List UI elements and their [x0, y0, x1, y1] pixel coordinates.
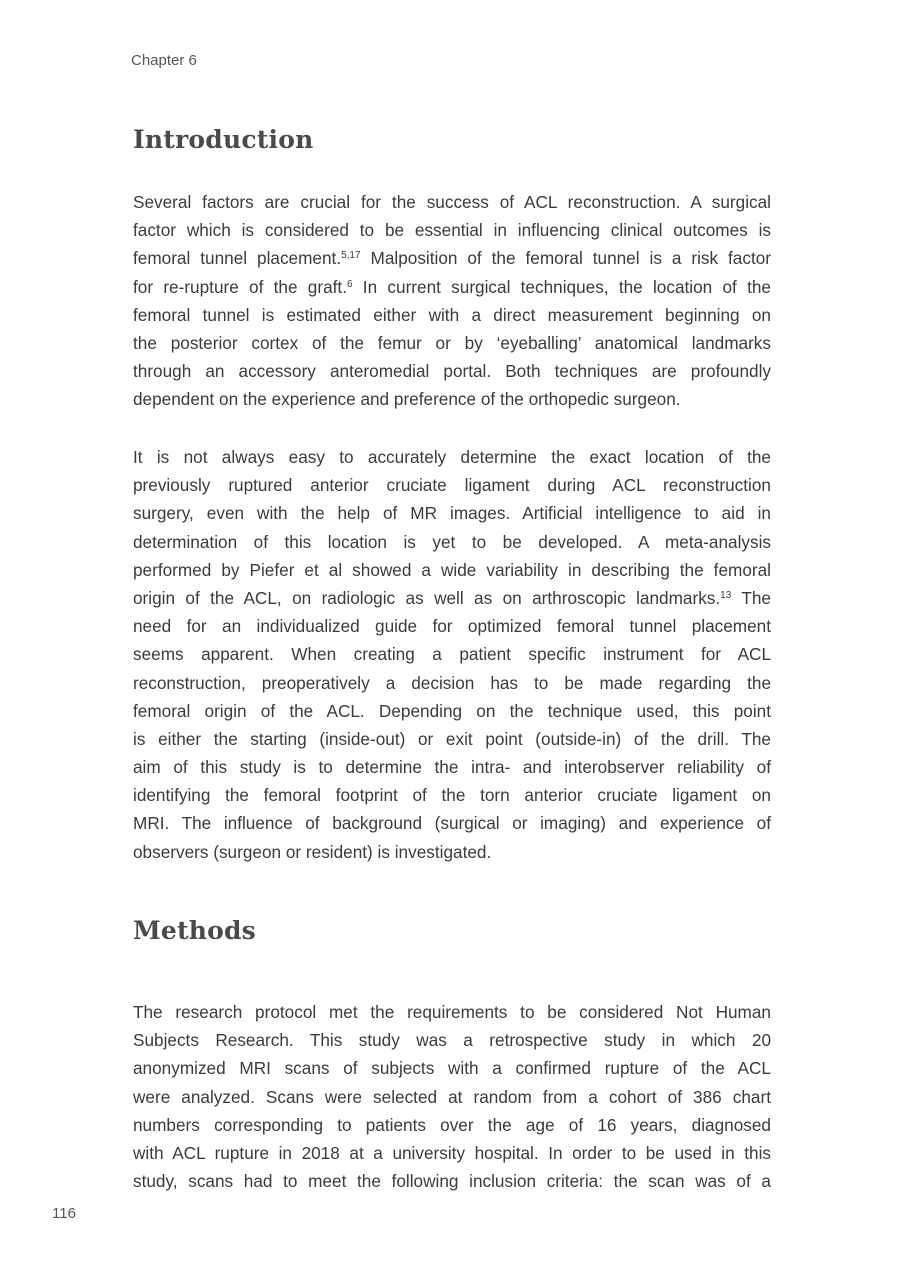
text-run: Several factors are crucial for the success of ACL reconstruction. A surgical: [133, 192, 771, 212]
text-line: [133, 669, 771, 697]
text-run: for re-rupture of the graft.: [133, 276, 347, 297]
text-line: [133, 1054, 771, 1082]
paragraph: [133, 998, 771, 1195]
text-line: [133, 556, 771, 584]
text-run: performed by Piefer et al showed a wide variability in describing the femoral: [133, 559, 771, 580]
text-run: surgery, even with the help of MR images. Artificial intelligence to aid in: [133, 503, 771, 524]
text-line: [133, 781, 771, 809]
text-run: MRI. The influence of background (surgical or imaging) and experience of: [133, 813, 771, 834]
citation-superscript: 5,17: [341, 250, 361, 262]
text-line: [133, 471, 771, 499]
text-line: [133, 1026, 771, 1054]
text-line: [133, 1111, 771, 1139]
text-line: [133, 998, 771, 1026]
text-run: observers (surgeon or resident) is investigated.: [133, 841, 492, 862]
text-run: factor which is considered to be essential in influencing clinical outcomes is: [133, 220, 771, 241]
text-line: [133, 188, 771, 216]
section-heading-introduction: Introduction: [133, 125, 314, 154]
text-line: [133, 725, 771, 753]
text-line: [133, 584, 771, 612]
text-run: seems apparent. When creating a patient specific instrument for ACL: [133, 644, 771, 665]
text-line: [133, 838, 771, 866]
text-line: [133, 697, 771, 725]
text-line: [133, 244, 771, 272]
text-line: [133, 385, 771, 413]
text-run: Subjects Research. This study was a retrospective study in which 20: [133, 1030, 771, 1051]
text-run: femoral tunnel placement.: [133, 248, 342, 269]
paragraph: [133, 188, 771, 414]
text-run: numbers corresponding to patients over the age of 16 years, diagnosed: [133, 1114, 771, 1135]
text-run: study, scans had to meet the following inclusion criteria: the scan was of a: [133, 1171, 771, 1192]
text-line: [133, 216, 771, 244]
text-run: with ACL rupture in 2018 at a university hospital. In order to be used in this: [133, 1142, 771, 1163]
text-run: is either the starting (inside-out) or exit point (outside-in) of the drill. The: [133, 728, 771, 749]
text-line: [133, 443, 771, 471]
text-run: Malposition of the femoral tunnel is a risk factor: [360, 248, 771, 269]
text-line: [133, 809, 771, 837]
text-run: dependent on the experience and preference of the orthopedic surgeon.: [133, 389, 681, 410]
text-run: The research protocol met the requirements to be considered Not Human: [133, 1002, 771, 1022]
text-run: determination of this location is yet to be developed. A meta-analysis: [133, 531, 771, 552]
text-run: aim of this study is to determine the intra- and interobserver reliability of: [133, 757, 771, 778]
text-line: [133, 329, 771, 357]
text-run: identifying the femoral footprint of the torn anterior cruciate ligament on: [133, 785, 771, 806]
text-line: [133, 753, 771, 781]
text-run: the posterior cortex of the femur or by ‘eyeballing’ anatomical landmarks: [133, 332, 771, 353]
text-line: [133, 640, 771, 668]
text-run: reconstruction, preoperatively a decision has to be made regarding the: [133, 672, 771, 693]
text-line: [133, 612, 771, 640]
text-run: In current surgical techniques, the location of the: [352, 276, 771, 297]
text-run: through an accessory anteromedial portal. Both techniques are profoundly: [133, 361, 771, 382]
citation-superscript: 6: [346, 278, 353, 290]
text-run: femoral tunnel is estimated either with a direct measurement beginning on: [133, 304, 771, 325]
text-line: [133, 301, 771, 329]
text-run: It is not always easy to accurately determine the exact location of the: [133, 447, 771, 467]
text-line: [133, 273, 771, 301]
page-number: 116: [52, 1205, 76, 1222]
text-line: [133, 528, 771, 556]
text-line: [133, 1083, 771, 1111]
text-run: The: [731, 587, 771, 608]
running-head: Chapter 6: [131, 52, 197, 69]
text-run: anonymized MRI scans of subjects with a confirmed rupture of the ACL: [133, 1058, 771, 1079]
text-line: [133, 1167, 771, 1195]
text-run: previously ruptured anterior cruciate ligament during ACL reconstruction: [133, 475, 771, 496]
citation-superscript: 13: [720, 589, 732, 601]
text-run: femoral origin of the ACL. Depending on the technique used, this point: [133, 700, 771, 721]
text-run: origin of the ACL, on radiologic as well as on arthroscopic landmarks.: [133, 587, 721, 608]
text-line: [133, 499, 771, 527]
text-line: [133, 1139, 771, 1167]
section-heading-methods: Methods: [133, 916, 256, 945]
paragraph: [133, 443, 771, 866]
text-run: need for an individualized guide for optimized femoral tunnel placement: [133, 616, 771, 637]
text-run: were analyzed. Scans were selected at random from a cohort of 386 chart: [133, 1086, 771, 1107]
text-line: [133, 357, 771, 385]
